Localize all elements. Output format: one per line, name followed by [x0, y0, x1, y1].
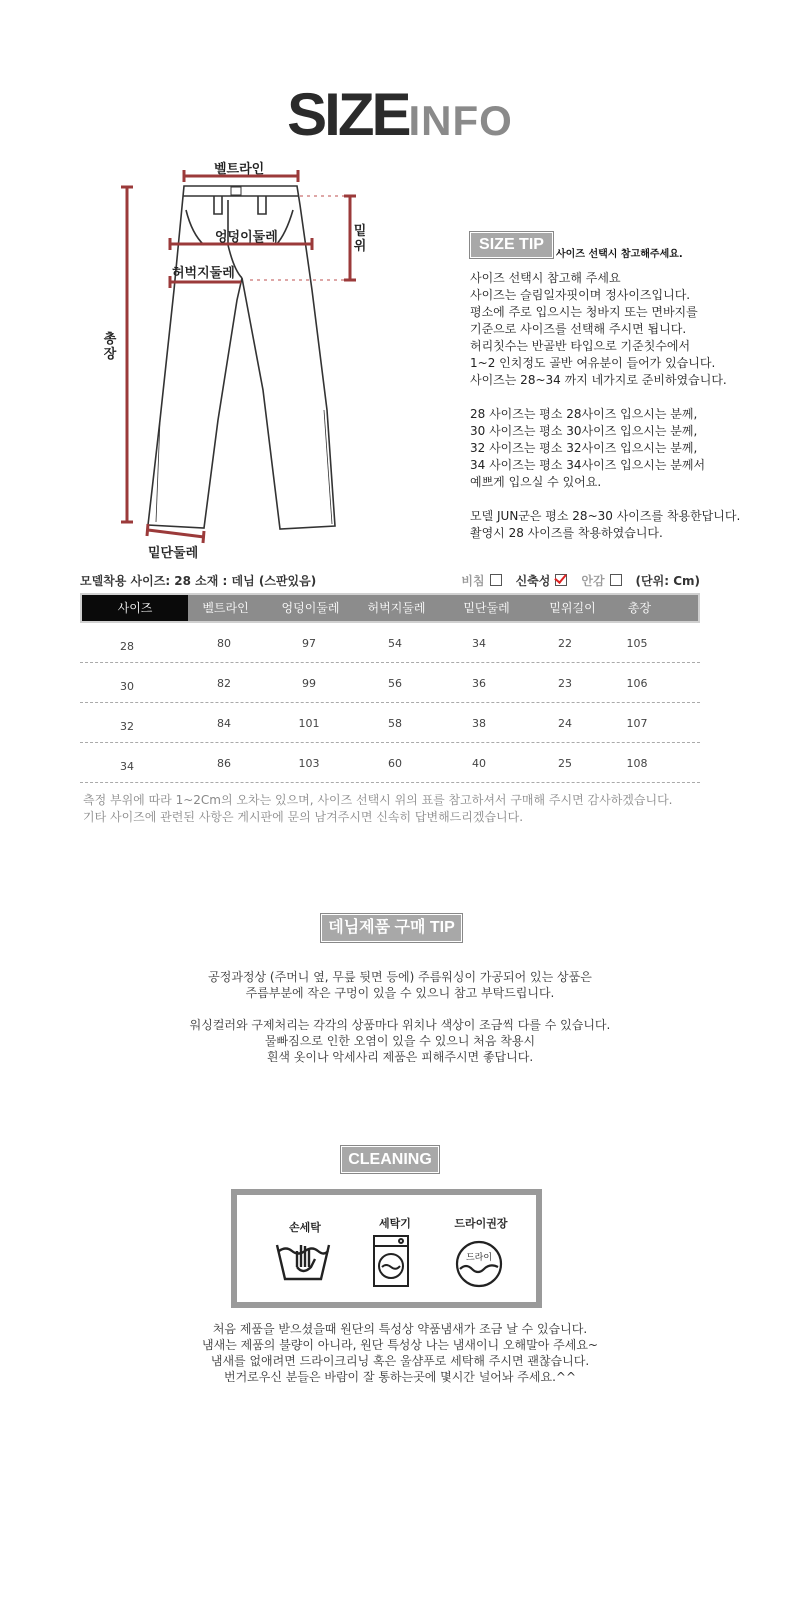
- table-row: [80, 663, 700, 703]
- table-row: [80, 623, 700, 663]
- header-hip: 엉덩이둘레: [281, 601, 340, 615]
- cell: 103: [298, 757, 320, 770]
- tip-line: 30 사이즈는 평소 30사이즈 입으시는 분께,: [470, 424, 698, 438]
- cell: 34: [120, 760, 134, 773]
- header-length: 총장: [627, 601, 652, 615]
- measure-note: [83, 792, 672, 826]
- pants-diagram: [100, 150, 370, 570]
- title-info: INFO: [408, 97, 513, 144]
- cleaning-line: 냄새는 제품의 불량이 아니라, 원단 특성상 나는 냄새이니 오해말아 주세요~: [202, 1338, 598, 1352]
- stretch-checkbox: [555, 574, 567, 586]
- sheer-checkbox: [490, 574, 502, 586]
- cell: 54: [388, 637, 402, 650]
- table-header: [80, 593, 700, 623]
- tip-line: 기준으로 사이즈를 선택해 주시면 됩니다.: [470, 322, 687, 336]
- size-table: [80, 593, 700, 783]
- lining-label: 안감: [581, 574, 605, 588]
- cell: 106: [626, 677, 648, 690]
- label-belt-line: 벨트라인: [214, 162, 265, 177]
- cell: 32: [120, 720, 134, 733]
- tip-line: 사이즈 선택시 참고해 주세요: [470, 271, 621, 285]
- tip-line: 1~2 인치정도 골반 여유분이 들어가 있습니다.: [470, 356, 716, 370]
- header-belt: 벨트라인: [202, 601, 249, 615]
- dry-clean-icon: [452, 1239, 506, 1289]
- size-tip-text: [470, 270, 740, 542]
- model-info-text: 모델착용 사이즈: 28 소재 : 데님 (스판있음): [80, 574, 317, 588]
- lining-checkbox: [610, 574, 622, 586]
- cleaning-symbols-box: [231, 1189, 542, 1308]
- tip-line: 사이즈는 슬림일자핏이며 정사이즈입니다.: [470, 288, 691, 302]
- size-tip-badge: SIZE TIP: [469, 231, 554, 259]
- tip-line: 모델 JUN군은 평소 28~30 사이즈를 착용한답니다.: [470, 509, 741, 523]
- cell: 101: [298, 717, 320, 730]
- hand-wash-label: 손세탁: [289, 1221, 321, 1234]
- cell: 84: [217, 717, 231, 730]
- denim-line: 워싱컬러와 구제처리는 각각의 상품마다 위치나 색상이 조금씩 다를 수 있습니다.: [189, 1018, 611, 1032]
- tip-line: 28 사이즈는 평소 28사이즈 입으시는 분께,: [470, 407, 698, 421]
- tip-line: 34 사이즈는 평소 34사이즈 입으시는 분께서: [470, 458, 706, 472]
- cell: 23: [558, 677, 572, 690]
- cell: 60: [388, 757, 402, 770]
- cell: 34: [472, 637, 486, 650]
- label-thigh: 허벅지둘레: [172, 266, 235, 281]
- header-hem: 밑단둘레: [463, 601, 510, 615]
- cell: 40: [472, 757, 486, 770]
- table-row: [80, 743, 700, 783]
- cell: 25: [558, 757, 572, 770]
- label-rise: 밑 위: [353, 224, 367, 254]
- cell: 22: [558, 637, 572, 650]
- cell: 38: [472, 717, 486, 730]
- cleaning-badge: CLEANING: [340, 1145, 440, 1174]
- cell: 36: [472, 677, 486, 690]
- header-rise: 밑위길이: [549, 601, 596, 615]
- cell: 30: [120, 680, 134, 693]
- tip-line: 평소에 주로 입으시는 청바지 또는 면바지를: [470, 305, 698, 319]
- page-title: [0, 80, 800, 149]
- denim-line: 물빠짐으로 인한 오염이 있을 수 있으니 처음 착용시: [264, 1034, 536, 1048]
- cell: 58: [388, 717, 402, 730]
- tip-line: 32 사이즈는 평소 32사이즈 입으시는 분께,: [470, 441, 698, 455]
- tip-line: 허리칫수는 반골반 타입으로 기준칫수에서: [470, 339, 691, 353]
- label-hem: 밑단둘레: [148, 546, 199, 561]
- washing-machine-icon: [371, 1233, 411, 1289]
- note-line: 기타 사이즈에 관련된 사항은 게시판에 문의 남겨주시면 신속히 답변해드리겠습니다.: [83, 810, 524, 824]
- cell: 56: [388, 677, 402, 690]
- header-thigh: 허벅지둘레: [367, 601, 426, 615]
- cell: 24: [558, 717, 572, 730]
- label-total-length: 총 장: [103, 332, 117, 362]
- unit-label: (단위: Cm): [635, 574, 700, 588]
- title-size: SIZE: [287, 81, 409, 148]
- tip-line: 사이즈는 28~34 까지 네가지로 준비하였습니다.: [470, 373, 727, 387]
- fabric-attributes: [461, 572, 700, 589]
- hand-wash-icon: [273, 1237, 333, 1287]
- header-size: 사이즈: [82, 595, 188, 621]
- machine-wash-label: 세탁기: [379, 1217, 411, 1230]
- denim-tip-badge: 데님제품 구매 TIP: [320, 913, 463, 943]
- tip-line: 예쁘게 입으실 수 있어요.: [470, 475, 602, 489]
- sheer-label: 비침: [461, 574, 485, 588]
- tip-line: 촬영시 28 사이즈를 착용하였습니다.: [470, 526, 663, 540]
- denim-line: 주름부분에 작은 구멍이 있을 수 있으니 참고 부탁드립니다.: [245, 986, 555, 1000]
- cell: 82: [217, 677, 231, 690]
- cell: 99: [302, 677, 316, 690]
- label-hip: 엉덩이둘레: [215, 230, 278, 245]
- model-info-row: [80, 572, 700, 590]
- cell: 80: [217, 637, 231, 650]
- cell: 86: [217, 757, 231, 770]
- cleaning-line: 번거로우신 분들은 바람이 잘 통하는곳에 몇시간 널어놔 주세요.^^: [223, 1370, 577, 1384]
- cleaning-notes: [0, 1321, 800, 1385]
- dry-clean-label: 드라이권장: [454, 1217, 508, 1230]
- cleaning-line: 처음 제품을 받으셨을때 원단의 특성상 약품냄새가 조금 날 수 있습니다.: [212, 1322, 588, 1336]
- cleaning-line: 냄새를 없애려면 드라이크리닝 혹은 울샴푸로 세탁해 주시면 괜찮습니다.: [210, 1354, 590, 1368]
- dry-symbol-text: 드라이: [465, 1253, 493, 1263]
- denim-line: 공정과정상 (주머니 옆, 무릎 뒷면 등에) 주름워싱이 가공되어 있는 상품은: [208, 970, 592, 984]
- table-row: [80, 703, 700, 743]
- cell: 97: [302, 637, 316, 650]
- note-line: 측정 부위에 따라 1~2Cm의 오차는 있으며, 사이즈 선택시 위의 표를 참고하셔서 구매해 주시면 감사하겠습니다.: [83, 793, 673, 807]
- size-tip-note: 사이즈 선택시 참고해주세요.: [556, 249, 683, 260]
- cell: 107: [626, 717, 648, 730]
- cell: 105: [626, 637, 648, 650]
- cell: 28: [120, 640, 134, 653]
- cell: 108: [626, 757, 648, 770]
- stretch-label: 신축성: [515, 574, 551, 588]
- denim-tip-text: [0, 969, 800, 1065]
- denim-line: 흰색 옷이나 악세사리 제품은 피해주시면 좋답니다.: [266, 1050, 534, 1064]
